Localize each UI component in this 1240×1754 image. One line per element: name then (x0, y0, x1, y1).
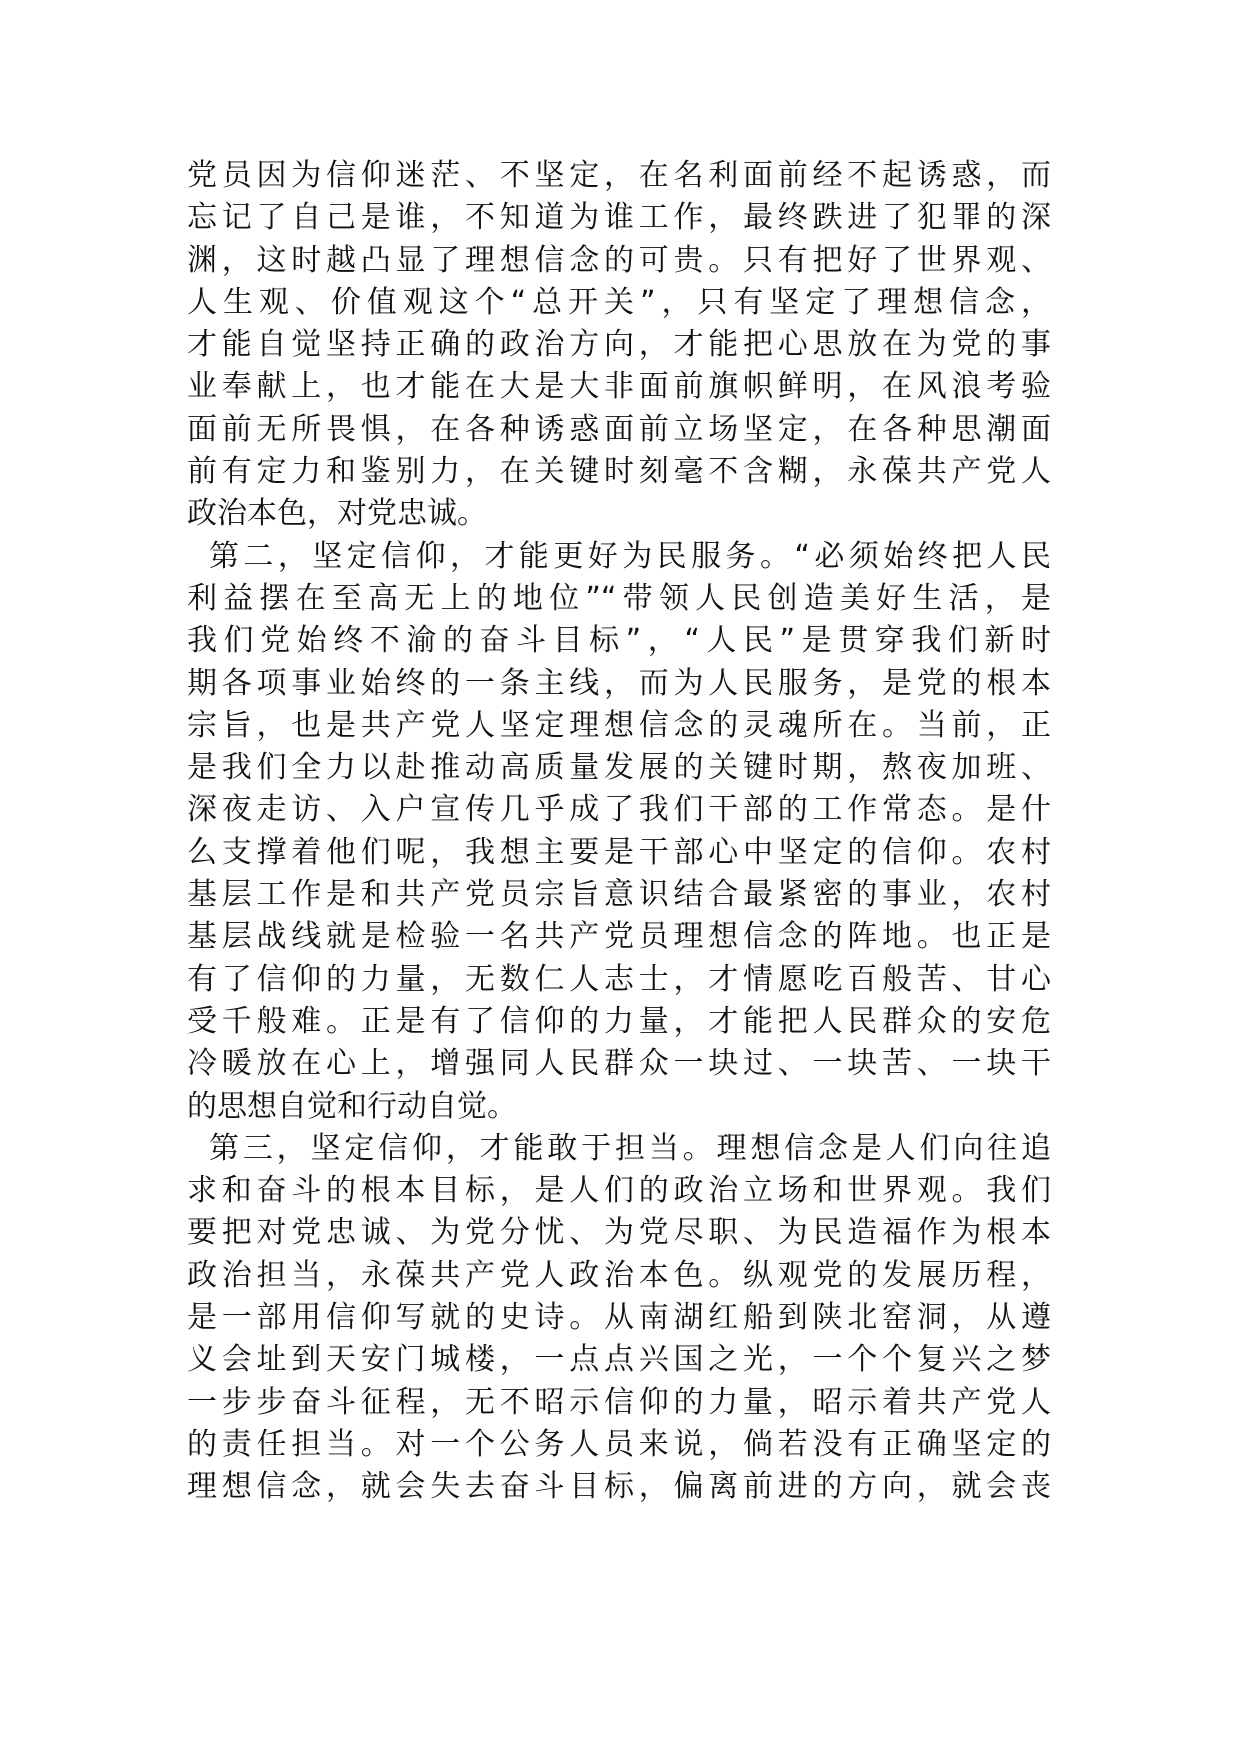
text-line: 基层战线就是检验一名共产党员理想信念的阵地。也正是 (187, 919, 1051, 955)
paragraph-1 (187, 155, 1051, 536)
paragraph-3 (187, 1128, 1051, 1509)
text-line: 人生观、价值观这个“总开关”，只有坚定了理想信念， (187, 284, 1051, 320)
text-line: 受千般难。正是有了信仰的力量，才能把人民群众的安危 (187, 1003, 1051, 1039)
text-line: 冷暖放在心上，增强同人民群众一块过、一块苦、一块干 (187, 1046, 1051, 1082)
text-line: 理想信念，就会失去奋斗目标，偏离前进的方向，就会丧 (187, 1469, 1051, 1505)
text-line: 求和奋斗的根本目标，是人们的政治立场和世界观。我们 (187, 1173, 1051, 1209)
text-line: 期各项事业始终的一条主线，而为人民服务，是党的根本 (187, 665, 1051, 701)
text-line: 义会址到天安门城楼，一点点兴国之光，一个个复兴之梦 (187, 1342, 1051, 1378)
text-line: 我们党始终不渝的奋斗目标”，“人民”是贯穿我们新时 (187, 623, 1051, 659)
text-line: 忘记了自己是谁，不知道为谁工作，最终跌进了犯罪的深 (187, 200, 1051, 236)
text-line: 要把对党忠诚、为党分忧、为党尽职、为民造福作为根本 (187, 1215, 1051, 1251)
text-line: 宗旨，也是共产党人坚定理想信念的灵魂所在。当前，正 (187, 707, 1051, 743)
text-line: 的责任担当。对一个公务人员来说，倘若没有正确坚定的 (187, 1426, 1051, 1462)
text-line: 业奉献上，也才能在大是大非面前旗帜鲜明，在风浪考验 (187, 369, 1051, 405)
body-text (187, 155, 1051, 1509)
text-line: 前有定力和鉴别力，在关键时刻毫不含糊，永葆共产党人 (187, 454, 1051, 490)
text-line: 深夜走访、入户宣传几乎成了我们干部的工作常态。是什 (187, 792, 1051, 828)
text-line: 是我们全力以赴推动高质量发展的关键时期，熬夜加班、 (187, 750, 1051, 786)
text-line: 政治本色，对党忠诚。 (187, 496, 487, 532)
text-line: 有了信仰的力量，无数仁人志士，才情愿吃百般苦、甘心 (187, 961, 1051, 997)
text-line: 面前无所畏惧，在各种诱惑面前立场坚定，在各种思潮面 (187, 411, 1051, 447)
text-line: 么支撑着他们呢，我想主要是干部心中坚定的信仰。农村 (187, 834, 1051, 870)
text-line: 第二，坚定信仰，才能更好为民服务。“必须始终把人民 (209, 538, 1051, 574)
text-line: 才能自觉坚持正确的政治方向，才能把心思放在为党的事 (187, 327, 1051, 363)
paragraph-2 (187, 536, 1051, 1128)
text-line: 渊，这时越凸显了理想信念的可贵。只有把好了世界观、 (187, 242, 1051, 278)
text-line: 第三，坚定信仰，才能敢于担当。理想信念是人们向往追 (209, 1130, 1051, 1166)
text-line: 一步步奋斗征程，无不昭示信仰的力量，昭示着共产党人 (187, 1384, 1051, 1420)
text-line: 的思想自觉和行动自觉。 (187, 1088, 517, 1124)
text-line: 党员因为信仰迷茫、不坚定，在名利面前经不起诱惑，而 (187, 158, 1051, 193)
text-line: 利益摆在至高无上的地位”“带领人民创造美好生活，是 (187, 580, 1051, 616)
text-line: 政治担当，永葆共产党人政治本色。纵观党的发展历程， (187, 1257, 1051, 1293)
text-line: 基层工作是和共产党员宗旨意识结合最紧密的事业，农村 (187, 877, 1051, 913)
text-line: 是一部用信仰写就的史诗。从南湖红船到陕北窑洞，从遵 (187, 1300, 1051, 1336)
